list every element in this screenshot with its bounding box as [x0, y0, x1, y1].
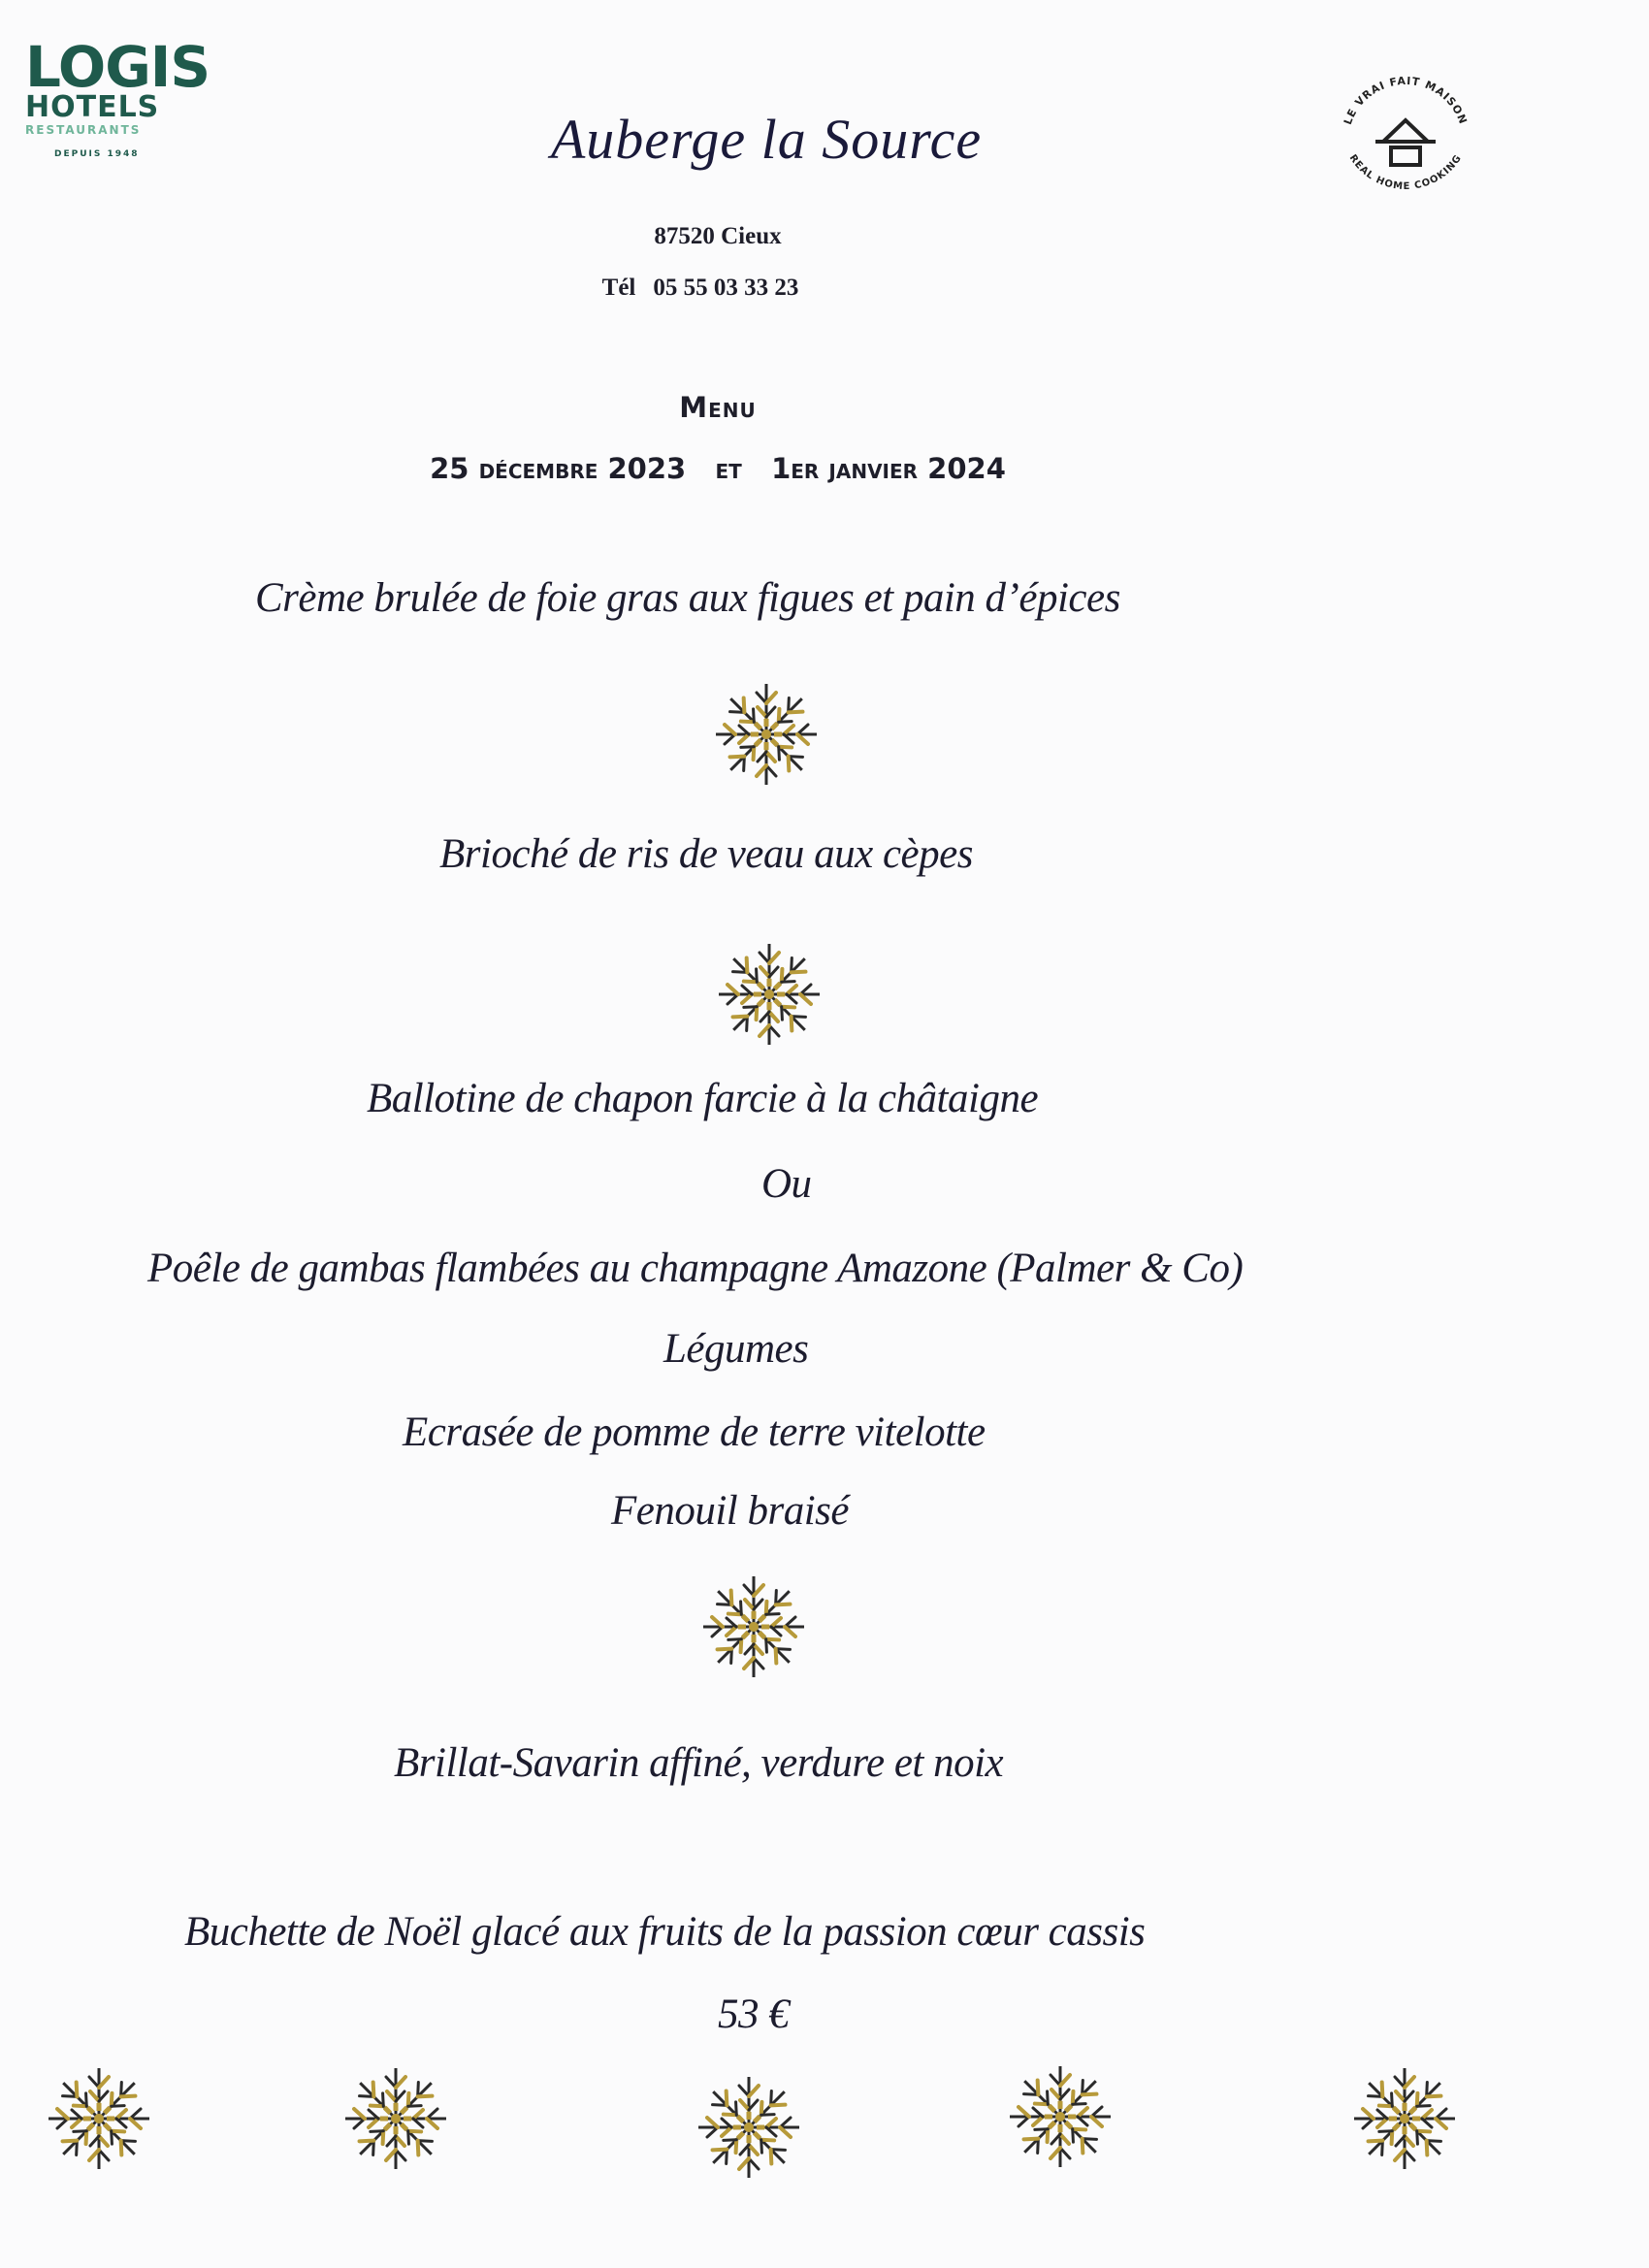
snowflake-icon	[338, 2060, 454, 2177]
cheese-course: Brillat-Savarin affiné, verdure et noix	[394, 1740, 1004, 1786]
side-2: Fenouil braisé	[611, 1488, 849, 1534]
logo-line3: RESTAURANTS	[25, 123, 142, 137]
stamp-bottom-text: REAL HOME COOKING	[1346, 152, 1465, 193]
sides-label: Légumes	[663, 1326, 809, 1372]
snowflake-icon	[695, 1569, 812, 1685]
side-1: Ecrasée de pomme de terre vitelotte	[403, 1409, 986, 1455]
restaurant-name: Auberge la Source	[550, 108, 983, 171]
snowflake-icon	[1002, 2058, 1118, 2175]
snowflake-icon	[708, 676, 824, 793]
snowflake-icon	[711, 936, 827, 1053]
menu-title: Menu	[679, 391, 757, 424]
logo-line2: HOTELS	[25, 90, 160, 124]
or-label: Ou	[761, 1161, 812, 1207]
phone-label: Tél	[601, 275, 636, 301]
main-option-1: Ballotine de chapon farcie à la châtaigne	[367, 1076, 1039, 1121]
stamp-top-text: LE VRAI FAIT MAISON	[1341, 74, 1471, 127]
menu-dates: 25 décembre 2023 et 1er janvier 2024	[430, 452, 1006, 485]
address: 87520 Cieux	[654, 223, 782, 249]
logo-line1: LOGIS	[25, 34, 210, 100]
price: 53 €	[718, 1992, 790, 2037]
phone-number: 05 55 03 33 23	[653, 275, 799, 301]
snowflake-icon	[691, 2069, 807, 2186]
logo-line4: DEPUIS 1948	[54, 149, 140, 159]
phone	[0, 275, 1525, 302]
snowflake-icon	[1346, 2060, 1463, 2177]
snowflake-icon	[41, 2060, 157, 2177]
main-option-2: Poêle de gambas flambées au champagne Amazone (Palmer & Co)	[147, 1246, 1244, 1291]
entree: Brioché de ris de veau aux cèpes	[439, 831, 973, 877]
starter: Crème brulée de foie gras aux figues et pain d’épices	[255, 575, 1120, 621]
dessert: Buchette de Noël glacé aux fruits de la passion cœur cassis	[184, 1909, 1146, 1955]
